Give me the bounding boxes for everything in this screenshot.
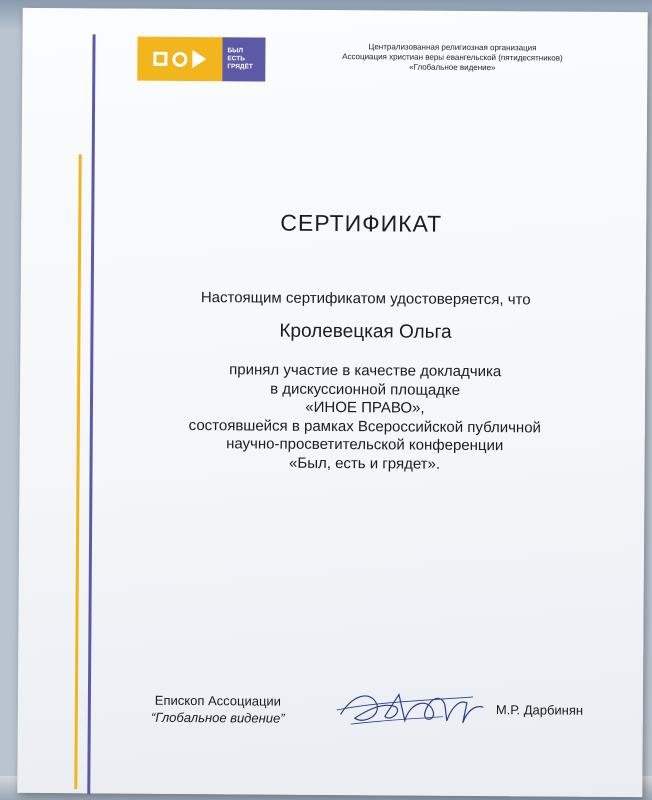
body-line: состоявшейся в рамках Всероссийской публичной xyxy=(188,416,542,436)
body-line: «Был, есть и грядет». xyxy=(288,454,441,473)
certificate-sheet xyxy=(17,8,647,797)
logo-word-2: ЕСТЬ xyxy=(227,55,245,63)
certificate-title: СЕРТИФИКАТ xyxy=(280,209,443,237)
body-line: в дискуссионной площадке xyxy=(270,380,461,399)
play-triangle-icon xyxy=(192,50,206,68)
signatory-role-line-1: Епископ Ассоциации xyxy=(154,692,282,709)
square-icon xyxy=(153,52,167,66)
body-line: научно-просветительской конференции xyxy=(226,435,504,455)
conference-logo xyxy=(137,37,265,82)
yellow-margin-line xyxy=(74,154,81,789)
signatory-role xyxy=(113,691,323,726)
body-line: «ИНОЕ ПРАВО», xyxy=(305,398,425,417)
logo-word-1: БЫЛ xyxy=(227,47,244,55)
logo-word-3: ГРЯДЁТ xyxy=(227,63,253,71)
signatory-name: М.Р. Дарбинян xyxy=(495,702,584,718)
organization-line-3: «Глобальное видение» xyxy=(409,62,496,73)
certificate-body xyxy=(130,361,601,475)
body-line: принял участие в качестве докладчика xyxy=(229,361,502,381)
logo-wordmark xyxy=(222,37,265,81)
organization-line-1: Централизованная религиозная организация xyxy=(368,42,537,53)
handwritten-signature xyxy=(333,680,493,736)
purple-margin-line xyxy=(87,34,95,794)
recipient-name: Кролевецкая Ольга xyxy=(279,320,452,343)
circle-icon xyxy=(172,51,187,66)
signatory-role-line-2: “Глобальное видение” xyxy=(150,709,285,726)
organization-header xyxy=(317,42,587,74)
organization-line-2: Ассоциация христиан веры евангельской (пятидесятников) xyxy=(342,52,563,63)
certificate-intro: Настоящим сертификатом удостоверяется, что xyxy=(200,289,531,309)
logo-shapes xyxy=(137,37,222,82)
